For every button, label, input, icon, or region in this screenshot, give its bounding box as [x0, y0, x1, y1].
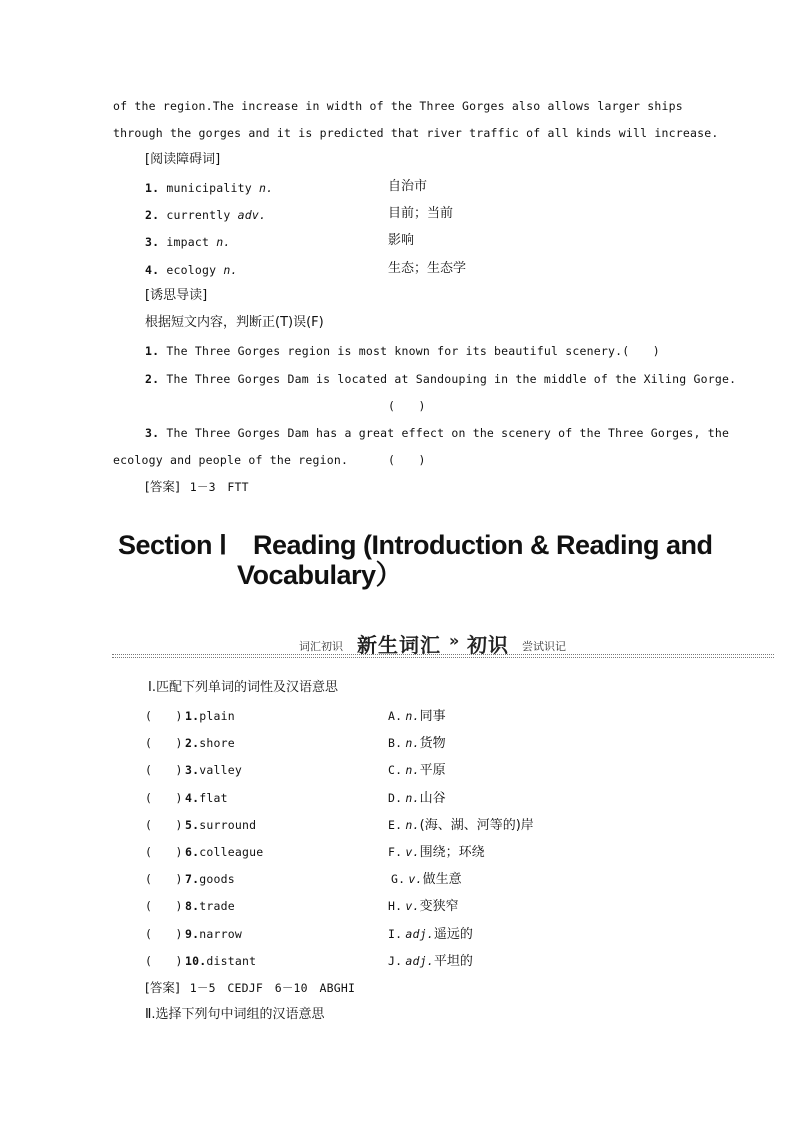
item-num: 8. [185, 899, 200, 913]
vocab-item [145, 234, 231, 250]
banner-arrow-icon: » [449, 631, 461, 650]
question-text: The Three Gorges Dam has a great effect on the scenery of the Three Gorges, the [166, 426, 730, 440]
answer-label: [答案] [145, 479, 180, 494]
option-pos: n. [405, 818, 420, 832]
intro-line-1: of the region.The increase in width of the Three Gorges also allows larger ships [113, 99, 683, 113]
question-num: 1. [145, 344, 160, 358]
reading-obstacles-heading: [阅读障碍词] [145, 152, 221, 167]
guided-reading-heading: [诱思导读] [145, 288, 208, 303]
option-meaning: 山谷 [419, 791, 446, 806]
option-pos: n. [405, 763, 420, 777]
answer-line-2 [145, 980, 355, 996]
vocab-num: 2. [145, 208, 160, 222]
vocab-num: 4. [145, 263, 160, 277]
vocab-item [145, 207, 266, 223]
match-item [145, 790, 228, 806]
option-meaning: (海、湖、河等的)岸 [419, 818, 534, 833]
answer-blank[interactable]: ( ) [388, 453, 426, 467]
match-item [145, 926, 242, 942]
answer-label: [答案] [145, 980, 180, 995]
match-option [388, 735, 446, 752]
option-letter: B. [388, 736, 403, 750]
question-text: The Three Gorges Dam is located at Sandouping in the middle of the Xiling Gorge. [166, 372, 737, 386]
match-item [145, 708, 235, 724]
exercise-1-heading: Ⅰ.匹配下列单词的词性及汉语意思 [148, 680, 338, 695]
banner-divider [112, 654, 774, 655]
match-item [145, 844, 263, 860]
item-word: distant [206, 954, 257, 968]
option-letter: J. [388, 954, 403, 968]
option-meaning: 做生意 [422, 872, 462, 887]
match-option [388, 926, 473, 943]
item-word: trade [199, 899, 235, 913]
item-word: shore [199, 736, 235, 750]
match-option [388, 953, 473, 970]
option-letter: H. [388, 899, 403, 913]
option-pos: n. [405, 736, 420, 750]
vocab-word: municipality [166, 181, 252, 195]
banner-right-label: 尝试识记 [522, 640, 566, 653]
tf-question-3-cont: ecology and people of the region. [113, 453, 349, 467]
option-meaning: 围绕；环绕 [419, 845, 485, 860]
banner-divider [112, 657, 774, 658]
item-word: surround [199, 818, 257, 832]
option-pos: v. [405, 899, 420, 913]
item-num: 4. [185, 791, 200, 805]
match-option [388, 762, 446, 779]
option-pos: v. [408, 872, 423, 886]
item-word: plain [199, 709, 235, 723]
question-text: The Three Gorges region is most known for its beautiful scenery.( ) [166, 344, 660, 358]
answer-blank[interactable]: ( ) [145, 818, 183, 832]
option-letter: A. [388, 709, 403, 723]
vocab-pos: n. [216, 235, 231, 249]
match-option [388, 844, 485, 861]
option-meaning: 平原 [419, 763, 446, 778]
item-word: valley [199, 763, 242, 777]
option-meaning: 遥远的 [433, 927, 473, 942]
item-word: narrow [199, 927, 242, 941]
item-num: 7. [185, 872, 200, 886]
vocab-meaning: 生态；生态学 [388, 261, 467, 276]
option-meaning: 变狭窄 [419, 899, 459, 914]
section-title-line-1: Section Ⅰ Reading (Introduction & Reading and [118, 530, 713, 560]
item-num: 10. [185, 954, 207, 968]
match-item [145, 871, 235, 887]
vocab-num: 3. [145, 235, 160, 249]
answer-blank[interactable]: ( ) [145, 791, 183, 805]
answer-blank[interactable]: ( ) [145, 845, 183, 859]
option-letter: E. [388, 818, 403, 832]
vocab-meaning: 目前；当前 [388, 206, 454, 221]
answer-blank[interactable]: ( ) [145, 736, 183, 750]
vocab-pos: n. [258, 181, 274, 195]
option-pos: n. [405, 791, 420, 805]
option-letter: G. [391, 872, 406, 886]
item-num: 2. [185, 736, 200, 750]
exercise-2-heading: Ⅱ.选择下列句中词组的汉语意思 [145, 1007, 325, 1022]
match-option [388, 790, 446, 807]
match-option [391, 871, 462, 888]
vocab-meaning: 自治市 [388, 179, 428, 194]
match-item [145, 735, 235, 751]
answer-blank[interactable]: ( ) [145, 872, 183, 886]
item-num: 3. [185, 763, 200, 777]
item-num: 9. [185, 927, 200, 941]
match-item [145, 817, 256, 833]
vocab-word: impact [166, 235, 210, 249]
banner-main-2: 初识 [467, 633, 509, 657]
match-item [145, 898, 235, 914]
answer-blank[interactable]: ( ) [145, 763, 183, 777]
option-pos: v. [405, 845, 420, 859]
item-num: 6. [185, 845, 200, 859]
option-letter: F. [388, 845, 403, 859]
match-option [388, 898, 459, 915]
option-letter: I. [388, 927, 403, 941]
item-word: goods [199, 872, 235, 886]
option-meaning: 同事 [419, 709, 446, 724]
option-meaning: 平坦的 [433, 954, 473, 969]
answer-text: 1－3 FTT [189, 480, 249, 494]
vocab-meaning: 影响 [388, 233, 415, 248]
tf-question-1 [145, 343, 660, 359]
option-letter: C. [388, 763, 403, 777]
question-num: 3. [145, 426, 160, 440]
item-word: colleague [199, 845, 264, 859]
answer-text: 1－5 CEDJF 6－10 ABGHI [189, 981, 356, 995]
tf-question-3 [145, 425, 729, 441]
item-word: flat [199, 791, 228, 805]
vocab-item [145, 180, 273, 196]
option-letter: D. [388, 791, 403, 805]
vocab-banner [112, 628, 774, 660]
guided-reading-instruction: 根据短文内容，判断正(T)误(F) [145, 315, 324, 330]
answer-blank[interactable]: ( ) [145, 899, 183, 913]
item-num: 1. [185, 709, 200, 723]
section-title-line-2: Vocabulary） [237, 560, 403, 590]
vocab-pos: n. [223, 263, 238, 277]
answer-blank[interactable]: ( ) [145, 927, 183, 941]
vocab-item [145, 262, 238, 278]
banner-left-label: 词汇初识 [299, 640, 343, 653]
option-meaning: 货物 [419, 736, 446, 751]
answer-blank[interactable]: ( ) [145, 709, 183, 723]
tf-question-2 [145, 371, 736, 387]
option-pos: adj. [405, 927, 434, 941]
answer-blank[interactable]: ( ) [388, 399, 426, 413]
match-option [388, 817, 534, 834]
vocab-pos: adv. [237, 208, 267, 222]
vocab-num: 1. [145, 181, 160, 195]
match-item [145, 762, 242, 778]
intro-line-2: through the gorges and it is predicted that river traffic of all kinds will increase. [113, 126, 719, 140]
question-num: 2. [145, 372, 160, 386]
vocab-word: ecology [166, 263, 217, 277]
answer-blank[interactable]: ( ) [145, 954, 183, 968]
match-item [145, 953, 256, 969]
vocab-word: currently [166, 208, 231, 222]
answer-line-1 [145, 479, 249, 495]
item-num: 5. [185, 818, 200, 832]
option-pos: n. [405, 709, 420, 723]
option-pos: adj. [405, 954, 434, 968]
match-option [388, 708, 446, 725]
banner-main: 新生词汇 [357, 633, 441, 657]
